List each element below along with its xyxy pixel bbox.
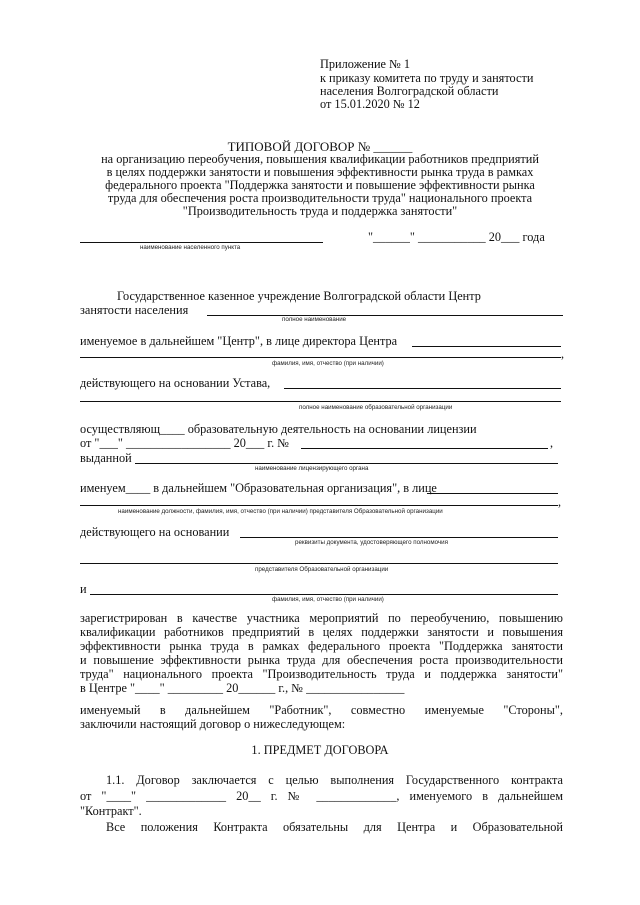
worker-para-line-3: эффективности рынка труда в рамках федерального проекта "Поддержка занятости [80,639,563,653]
org-acting: действующего на основании [80,525,230,539]
center-named: именуемое в дальнейшем "Центр", в лице директора Центра [80,334,398,348]
settlement-blank[interactable] [80,242,323,243]
org-rep-blank-2[interactable] [80,505,558,506]
director-caption: фамилия, имя, отчество (при наличии) [272,360,384,367]
org-docs-blank[interactable] [240,537,558,538]
license-number-blank[interactable] [301,448,548,449]
worker-fio-caption: фамилия, имя, отчество (при наличии) [272,596,384,603]
worker-para-line-7: именуемый в дальнейшем "Работник", совместно именуемые "Стороны", [80,703,563,717]
license-comma: , [550,436,554,450]
title-subtitle-2: в целях поддержки занятости и повышения эффективности рынка труда в рамках [106,165,534,179]
section-1-line-4: Все положения Контракта обязательны для Центра и Образовательной [106,820,563,834]
contract-date: "______" ___________ 20___ года [368,230,545,244]
worker-para-line-6: в Центре "____" _________ 20______ г., № ________________ [80,681,405,695]
license-from: от "___" _________________ 20___ г. № [80,436,289,450]
worker-para-line-4: и повышение эффективности рынка труда для обеспечения роста производительности [80,653,563,667]
director-comma: , [561,347,565,361]
section-1-line-2: от "____" _____________ 20__ г. № _____________, именуемого в дальнейшем [80,789,563,803]
org-rep-blank-1[interactable] [427,493,558,494]
worker-fio-blank[interactable] [90,594,558,595]
title-subtitle-4: труда для обеспечения роста производительности труда" национального проекта [107,191,533,205]
org-rep2-caption: представителя Образовательной организации [255,566,389,573]
worker-para-line-1: зарегистрирован в качестве участника мероприятий по переобучению, повышению [80,611,563,625]
org-rep-caption: наименование должности, фамилия, имя, отчество (при наличии) представителя Образовательной организации [118,508,443,515]
org-name-blank-1[interactable] [284,388,561,389]
appendix-line-3: населения Волгоградской области [320,84,499,98]
title-subtitle-1: на организацию переобучения, повышения квалификации работников предприятий [101,152,539,166]
org-name-blank-2[interactable] [80,401,561,402]
director-blank-1[interactable] [412,346,561,347]
worker-para-line-2: квалификации работников предприятий в целях поддержки занятости и повышения [80,625,563,639]
license-issued: выданной [80,451,132,465]
center-name-blank[interactable] [207,315,563,316]
worker-para-line-8: заключили настоящий договор о нижеследующем: [80,717,346,731]
appendix-line-2: к приказу комитета по труду и занятости [320,71,534,85]
org-name-caption: полное наименование образовательной организации [299,404,453,411]
appendix-line-1: Приложение № 1 [320,57,411,71]
title-subtitle-5: "Производительность труда и поддержка занятости" [182,204,458,218]
org-rep2-blank[interactable] [80,563,558,564]
license-issuer-blank[interactable] [135,463,558,464]
center-line-2: занятости населения [80,303,189,317]
license-line-1: осуществляющ____ образовательную деятельность на основании лицензии [80,422,477,436]
settlement-caption: наименование населенного пункта [140,244,241,251]
center-line-1: Государственное казенное учреждение Волгоградской области Центр [117,289,481,303]
appendix-line-4: от 15.01.2020 № 12 [320,97,420,111]
section-1-line-1: 1.1. Договор заключается с целью выполнения Государственного контракта [106,773,563,787]
worker-and: и [80,582,87,596]
org-named: именуем____ в дальнейшем "Образовательная организация", в лице [80,481,437,495]
section-1-line-3: "Контракт". [80,804,142,818]
center-name-caption: полное наименование [282,316,347,323]
org-rep-comma: , [558,495,562,509]
section-1-heading: 1. ПРЕДМЕТ ДОГОВОРА [251,743,389,757]
center-acting: действующего на основании Устава, [80,376,271,390]
contract-title: ТИПОВОЙ ДОГОВОР № ______ [227,139,413,154]
org-docs-caption: реквизиты документа, удостоверяющего полномочия [295,539,448,546]
director-blank-2[interactable] [80,357,561,358]
title-subtitle-3: федерального проекта "Поддержка занятости и повышение эффективности рынка [105,178,535,192]
worker-para-line-5: труда" национального проекта "Производительность труда и поддержка занятости" [80,667,563,681]
license-issuer-caption: наименование лицензирующего органа [255,465,369,472]
